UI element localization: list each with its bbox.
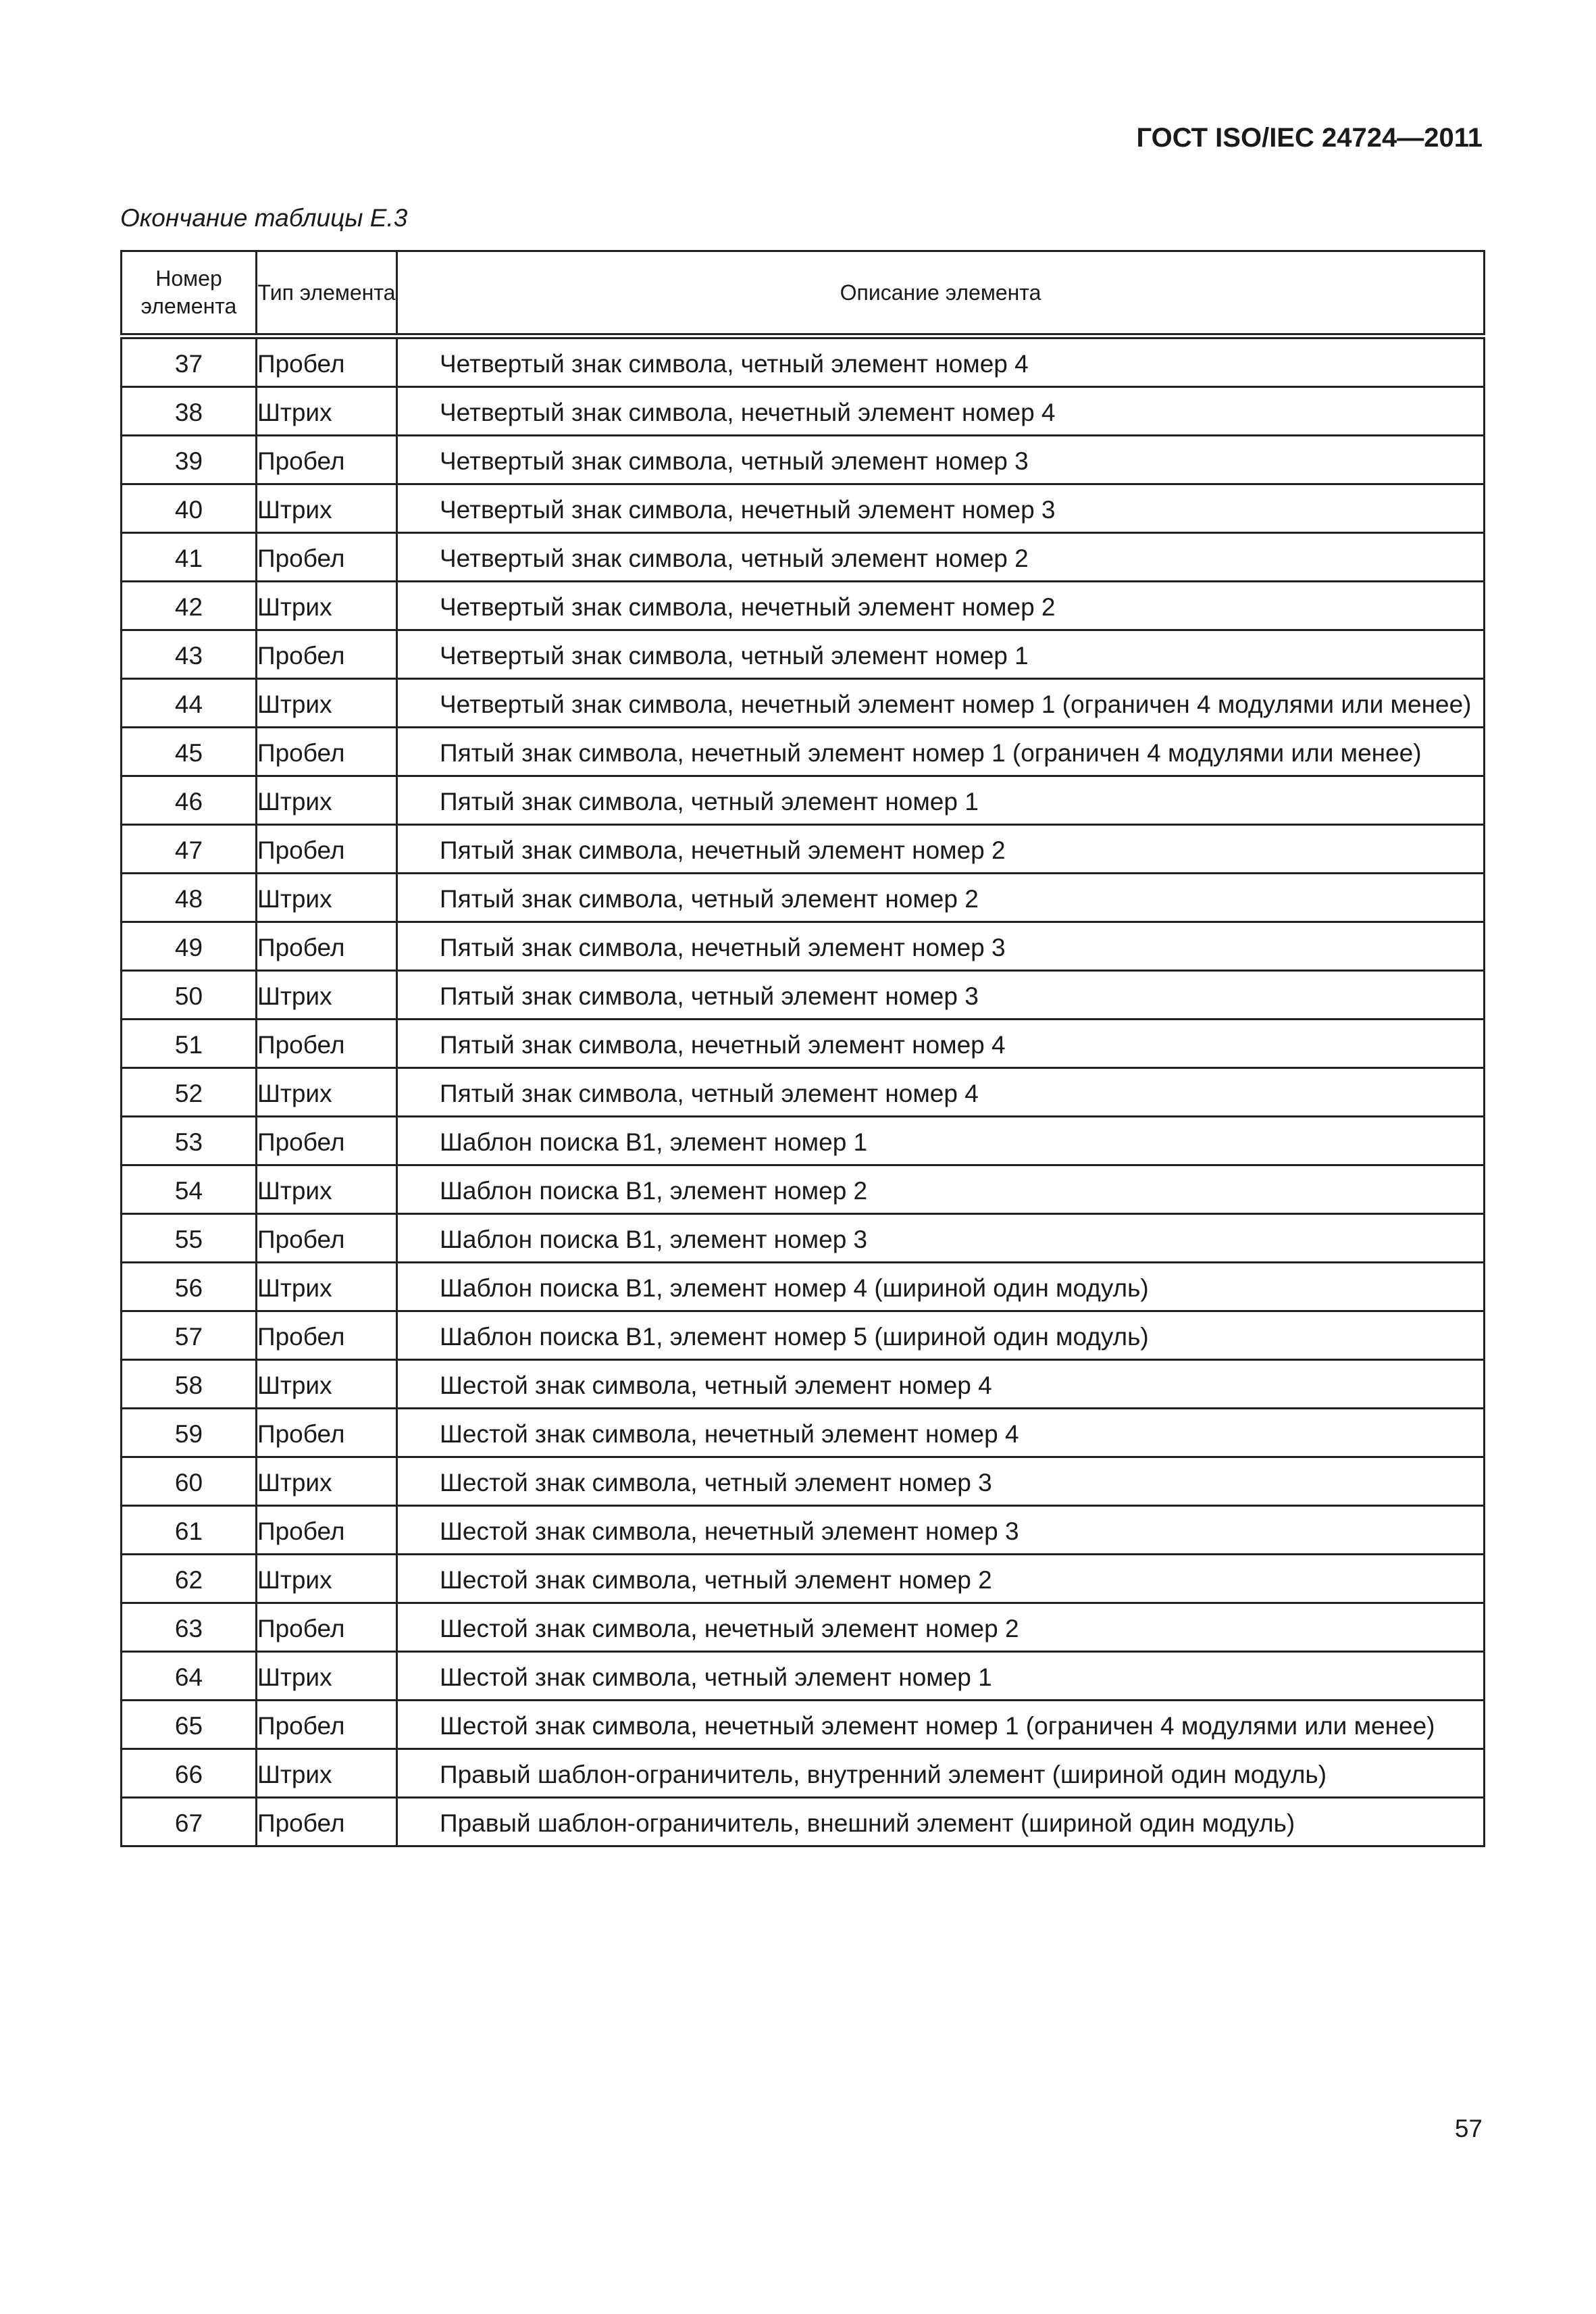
table-row xyxy=(122,874,1485,922)
table-row xyxy=(122,387,1485,436)
element-type-cell: Пробел xyxy=(257,1311,397,1360)
element-description-cell xyxy=(397,1117,1485,1165)
element-type-cell: Штрих xyxy=(257,1457,397,1506)
element-description-text: Пятый знак символа, четный элемент номер 2 xyxy=(440,885,979,913)
element-number-cell: 41 xyxy=(122,533,257,582)
element-description-text: Правый шаблон-ограничитель, внешний элемент (шириной один модуль) xyxy=(440,1809,1295,1837)
elements-table xyxy=(120,250,1485,1847)
element-description-text: Пятый знак символа, четный элемент номер 4 xyxy=(440,1080,979,1107)
table-row xyxy=(122,1555,1485,1603)
element-number-cell: 45 xyxy=(122,728,257,776)
element-description-text: Шестой знак символа, четный элемент номер 2 xyxy=(440,1566,992,1594)
element-description-cell xyxy=(397,1165,1485,1214)
table-row xyxy=(122,1311,1485,1360)
element-description-text: Шестой знак символа, четный элемент номер 4 xyxy=(440,1372,992,1399)
element-number-cell: 58 xyxy=(122,1360,257,1409)
element-description-text: Шестой знак символа, нечетный элемент номер 3 xyxy=(440,1517,1019,1545)
table-row xyxy=(122,1603,1485,1652)
table-row xyxy=(122,679,1485,728)
element-type-cell: Пробел xyxy=(257,825,397,874)
element-number-cell: 60 xyxy=(122,1457,257,1506)
element-type-cell: Пробел xyxy=(257,728,397,776)
table-row xyxy=(122,336,1485,387)
element-type-cell: Пробел xyxy=(257,1798,397,1846)
element-description-cell xyxy=(397,484,1485,533)
element-description-cell xyxy=(397,1360,1485,1409)
element-description-text: Пятый знак символа, четный элемент номер 3 xyxy=(440,982,979,1010)
element-description-cell xyxy=(397,728,1485,776)
element-description-text: Пятый знак символа, нечетный элемент номер 1 (ограничен 4 модулями или менее) xyxy=(440,739,1422,767)
element-number-cell: 63 xyxy=(122,1603,257,1652)
element-description-cell xyxy=(397,922,1485,971)
element-type-cell: Штрих xyxy=(257,1165,397,1214)
table-row xyxy=(122,1020,1485,1068)
element-description-text: Четвертый знак символа, четный элемент номер 1 xyxy=(440,642,1029,670)
element-description-cell xyxy=(397,1457,1485,1506)
element-description-cell xyxy=(397,387,1485,436)
element-description-text: Шаблон поиска В1, элемент номер 2 xyxy=(440,1177,868,1205)
element-type-cell: Пробел xyxy=(257,630,397,679)
table-caption: Окончание таблицы Е.3 xyxy=(120,204,408,232)
element-type-cell: Пробел xyxy=(257,436,397,484)
element-description-text: Шестой знак символа, нечетный элемент номер 4 xyxy=(440,1420,1019,1448)
element-number-cell: 52 xyxy=(122,1068,257,1117)
element-number-cell: 50 xyxy=(122,971,257,1020)
element-description-cell xyxy=(397,1409,1485,1457)
element-description-cell xyxy=(397,1311,1485,1360)
table-header-row xyxy=(122,251,1485,336)
element-description-cell xyxy=(397,971,1485,1020)
element-number-cell: 64 xyxy=(122,1652,257,1701)
element-description-text: Пятый знак символа, нечетный элемент номер 4 xyxy=(440,1031,1006,1059)
element-number-cell: 44 xyxy=(122,679,257,728)
element-number-cell: 46 xyxy=(122,776,257,825)
element-description-cell xyxy=(397,336,1485,387)
element-number-cell: 37 xyxy=(122,336,257,387)
element-description-cell xyxy=(397,1214,1485,1263)
table-row xyxy=(122,1798,1485,1846)
element-description-cell xyxy=(397,1555,1485,1603)
table-row xyxy=(122,484,1485,533)
element-description-cell xyxy=(397,679,1485,728)
table-row xyxy=(122,533,1485,582)
element-number-cell: 55 xyxy=(122,1214,257,1263)
element-description-cell xyxy=(397,825,1485,874)
element-type-cell: Штрих xyxy=(257,582,397,630)
element-type-cell: Пробел xyxy=(257,922,397,971)
element-description-cell xyxy=(397,582,1485,630)
element-type-cell: Штрих xyxy=(257,1360,397,1409)
element-description-cell xyxy=(397,1798,1485,1846)
element-number-cell: 61 xyxy=(122,1506,257,1555)
element-number-cell: 56 xyxy=(122,1263,257,1311)
element-type-cell: Штрих xyxy=(257,971,397,1020)
table-body xyxy=(122,336,1485,1846)
element-description-text: Шестой знак символа, четный элемент номер 1 xyxy=(440,1663,992,1691)
element-type-cell: Штрих xyxy=(257,1263,397,1311)
element-type-cell: Штрих xyxy=(257,1749,397,1798)
element-description-text: Шаблон поиска В1, элемент номер 4 (шириной один модуль) xyxy=(440,1274,1149,1302)
element-type-cell: Пробел xyxy=(257,1701,397,1749)
element-type-cell: Пробел xyxy=(257,1409,397,1457)
table-row xyxy=(122,1749,1485,1798)
element-type-cell: Штрих xyxy=(257,1555,397,1603)
table-row xyxy=(122,1165,1485,1214)
element-type-cell: Штрих xyxy=(257,776,397,825)
table-row xyxy=(122,582,1485,630)
element-description-cell xyxy=(397,1068,1485,1117)
table-row xyxy=(122,630,1485,679)
element-description-text: Четвертый знак символа, нечетный элемент номер 3 xyxy=(440,496,1056,524)
table-row xyxy=(122,1068,1485,1117)
table-row xyxy=(122,1409,1485,1457)
element-description-text: Четвертый знак символа, нечетный элемент номер 1 (ограничен 4 модулями или менее) xyxy=(440,690,1472,718)
table-row xyxy=(122,1214,1485,1263)
element-type-cell: Пробел xyxy=(257,1117,397,1165)
element-description-text: Четвертый знак символа, четный элемент номер 3 xyxy=(440,447,1029,475)
page-number: 57 xyxy=(1454,2115,1483,2142)
table-row xyxy=(122,922,1485,971)
element-number-cell: 47 xyxy=(122,825,257,874)
element-number-cell: 65 xyxy=(122,1701,257,1749)
element-description-cell xyxy=(397,436,1485,484)
element-description-text: Пятый знак символа, нечетный элемент номер 3 xyxy=(440,934,1006,961)
element-description-cell xyxy=(397,1603,1485,1652)
element-description-text: Шаблон поиска В1, элемент номер 1 xyxy=(440,1128,868,1156)
element-description-text: Пятый знак символа, нечетный элемент номер 2 xyxy=(440,836,1006,864)
element-description-text: Четвертый знак символа, нечетный элемент номер 4 xyxy=(440,399,1056,426)
column-header-type: Тип элемента xyxy=(257,251,397,336)
element-number-cell: 57 xyxy=(122,1311,257,1360)
element-number-cell: 62 xyxy=(122,1555,257,1603)
element-number-cell: 40 xyxy=(122,484,257,533)
table-row xyxy=(122,728,1485,776)
element-description-cell xyxy=(397,1749,1485,1798)
element-description-text: Шестой знак символа, нечетный элемент номер 1 (ограничен 4 модулями или менее) xyxy=(440,1712,1435,1740)
element-number-cell: 66 xyxy=(122,1749,257,1798)
element-description-cell xyxy=(397,874,1485,922)
element-number-cell: 43 xyxy=(122,630,257,679)
element-description-text: Четвертый знак символа, нечетный элемент номер 2 xyxy=(440,593,1056,621)
element-number-cell: 48 xyxy=(122,874,257,922)
element-type-cell: Пробел xyxy=(257,1020,397,1068)
element-type-cell: Штрих xyxy=(257,1652,397,1701)
element-type-cell: Штрих xyxy=(257,874,397,922)
element-type-cell: Пробел xyxy=(257,1506,397,1555)
table-row xyxy=(122,1457,1485,1506)
element-description-text: Шаблон поиска В1, элемент номер 5 (шириной один модуль) xyxy=(440,1323,1149,1351)
element-description-text: Четвертый знак символа, четный элемент номер 2 xyxy=(440,545,1029,572)
element-number-cell: 59 xyxy=(122,1409,257,1457)
element-description-text: Правый шаблон-ограничитель, внутренний элемент (шириной один модуль) xyxy=(440,1761,1327,1788)
element-type-cell: Пробел xyxy=(257,1214,397,1263)
element-description-cell xyxy=(397,1020,1485,1068)
element-description-cell xyxy=(397,1263,1485,1311)
table-row xyxy=(122,436,1485,484)
column-header-number: Номер элемента xyxy=(122,251,257,336)
element-description-text: Шестой знак символа, четный элемент номер 3 xyxy=(440,1469,992,1496)
element-type-cell: Штрих xyxy=(257,484,397,533)
element-type-cell: Штрих xyxy=(257,1068,397,1117)
element-type-cell: Пробел xyxy=(257,336,397,387)
element-description-text: Четвертый знак символа, четный элемент номер 4 xyxy=(440,350,1029,378)
table-row xyxy=(122,1360,1485,1409)
table-row xyxy=(122,776,1485,825)
element-description-text: Шестой знак символа, нечетный элемент номер 2 xyxy=(440,1615,1019,1642)
element-type-cell: Штрих xyxy=(257,679,397,728)
element-number-cell: 53 xyxy=(122,1117,257,1165)
table-row xyxy=(122,1652,1485,1701)
element-description-cell xyxy=(397,1506,1485,1555)
table-row xyxy=(122,825,1485,874)
table-row xyxy=(122,1263,1485,1311)
element-number-cell: 39 xyxy=(122,436,257,484)
table-row xyxy=(122,1506,1485,1555)
element-description-cell xyxy=(397,1701,1485,1749)
table-row xyxy=(122,1701,1485,1749)
element-number-cell: 54 xyxy=(122,1165,257,1214)
document-code: ГОСТ ISO/IEC 24724—2011 xyxy=(1136,123,1483,153)
table-row xyxy=(122,971,1485,1020)
element-description-text: Шаблон поиска В1, элемент номер 3 xyxy=(440,1226,868,1253)
column-header-description: Описание элемента xyxy=(397,251,1485,336)
element-description-cell xyxy=(397,776,1485,825)
element-number-cell: 42 xyxy=(122,582,257,630)
element-number-cell: 67 xyxy=(122,1798,257,1846)
table-row xyxy=(122,1117,1485,1165)
element-description-cell xyxy=(397,1652,1485,1701)
element-description-cell xyxy=(397,630,1485,679)
element-description-text: Пятый знак символа, четный элемент номер 1 xyxy=(440,788,979,815)
element-number-cell: 51 xyxy=(122,1020,257,1068)
element-type-cell: Пробел xyxy=(257,1603,397,1652)
element-type-cell: Штрих xyxy=(257,387,397,436)
element-number-cell: 49 xyxy=(122,922,257,971)
element-type-cell: Пробел xyxy=(257,533,397,582)
element-number-cell: 38 xyxy=(122,387,257,436)
element-description-cell xyxy=(397,533,1485,582)
